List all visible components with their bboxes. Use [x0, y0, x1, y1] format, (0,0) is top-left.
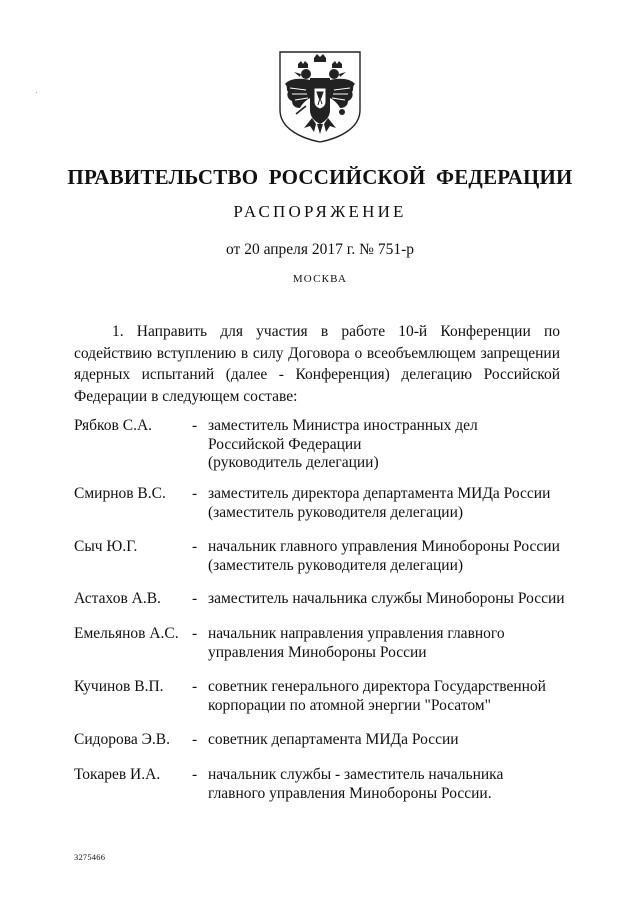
member-name: Емельянов А.С.: [74, 625, 179, 642]
member-position: [208, 731, 578, 750]
position-line: главного управления Минобороны России.: [208, 784, 492, 802]
member-dash: -: [192, 590, 198, 607]
position-line: заместитель Министра иностранных дел: [208, 417, 478, 434]
position-line: корпорации по атомной энергии "Росатом": [208, 696, 491, 714]
order-paragraph: 1. Направить для участия в работе 10-й Конференции по содействию вступлению в силу Договора о всеобъемлющем запрещении ядерных испытаний (далее - Конференция) делегацию Российской Федерации в следующем составе:: [74, 323, 560, 405]
document-type: РАСПОРЯЖЕНИЕ: [233, 202, 407, 221]
position-line: начальник службы - заместитель начальника: [208, 766, 504, 783]
member-dash: -: [192, 766, 198, 783]
scan-speck: [36, 92, 37, 93]
member-position: [208, 590, 578, 609]
member-dash: -: [192, 731, 198, 748]
position-line: управления Минобороны России: [208, 643, 427, 661]
position-line: советник департамента МИДа России: [208, 731, 459, 748]
document-city: МОСКВА: [292, 273, 348, 285]
position-line: (заместитель руководителя делегации): [208, 503, 464, 521]
member-position: [208, 678, 578, 715]
position-line: начальник главного управления Минобороны России: [208, 538, 560, 555]
member-name: Токарев И.А.: [74, 766, 161, 783]
member-position: [208, 485, 578, 522]
position-line: (руководитель делегации): [208, 454, 379, 471]
coat-of-arms-emblem-icon: [276, 48, 364, 144]
member-name: Рябков С.А.: [74, 417, 153, 434]
member-name: Сидорова Э.В.: [74, 731, 170, 748]
document-date-number: от 20 апреля 2017 г. № 751-р: [226, 241, 414, 258]
member-name: Астахов А.В.: [74, 590, 161, 607]
document-id: 3275466: [74, 852, 106, 862]
member-name: Кучинов В.П.: [74, 678, 164, 695]
member-dash: -: [192, 538, 198, 555]
member-position: [208, 625, 578, 662]
position-line: (заместитель руководителя делегации): [208, 556, 464, 574]
member-dash: -: [192, 678, 198, 695]
member-dash: -: [192, 417, 198, 434]
position-line: заместитель начальника службы Минобороны России: [208, 590, 565, 607]
position-line: Российской Федерации: [208, 435, 362, 453]
member-position: [208, 417, 578, 473]
member-dash: -: [192, 485, 198, 502]
member-position: [208, 538, 578, 575]
position-line: советник генерального директора Государственной: [208, 678, 546, 695]
government-title: ПРАВИТЕЛЬСТВО РОССИЙСКОЙ ФЕДЕРАЦИИ: [67, 165, 573, 189]
member-dash: -: [192, 625, 198, 642]
member-name: Сыч Ю.Г.: [74, 538, 138, 555]
position-line: заместитель директора департамента МИДа России: [208, 485, 551, 502]
position-line: начальник направления управления главного: [208, 625, 505, 642]
member-name: Смирнов В.С.: [74, 485, 166, 502]
member-position: [208, 766, 578, 803]
